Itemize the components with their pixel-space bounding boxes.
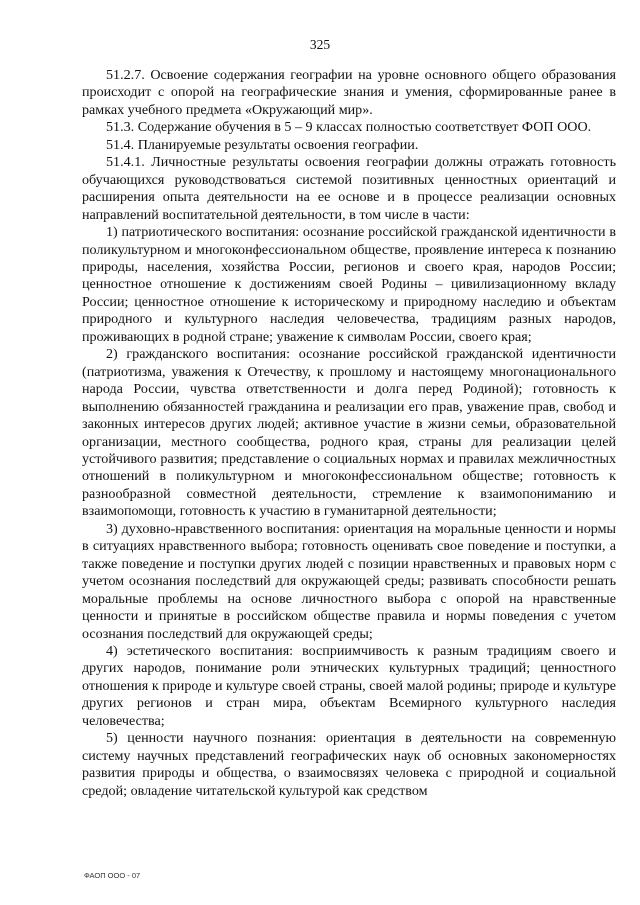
list-item-civic: 2) гражданского воспитания: осознание российской гражданской идентичности (патриотизма, уважения к Отечеству, к прошлому и настоящему многонационального народа России, чувства ответственности и долга перед Родиной); готовность к выполнению обязанностей гражданина и реализации его прав, уважение прав, свобод и законных интересов других людей; активное участие в жизни семьи, образовательной организации, местного сообщества, родного края, страны для реализации целей устойчивого развития; представление о социальных нормах и правилах межличностных отношений в поликультурном и многоконфессиональном обществе; готовность к разнообразной совместной деятельности, стремление к взаимопониманию и взаимопомощи, готовность к участию в гуманитарной деятельности;	[82, 346, 616, 520]
paragraph-51-2-7: 51.2.7. Освоение содержания географии на уровне основного общего образования происходит с опорой на географические знания и умения, сформированные ранее в рамках учебного предмета «Окружающий мир».	[82, 67, 616, 118]
page-number: 325	[309, 37, 331, 52]
document-footer-code: ФАОП ООО - 07	[84, 871, 141, 880]
paragraph-51-4: 51.4. Планируемые результаты освоения географии.	[106, 136, 419, 153]
list-item-moral: 3) духовно-нравственного воспитания: ориентация на моральные ценности и нормы в ситуациях нравственного выбора; готовность оценивать свое поведение и поступки, а также поведение и поступки других людей с позиции нравственных и правовых норм с учетом осознания последствий для окружающей среды; развивать способности решать моральные проблемы на основе личностного выбора с опорой на нравственные ценности и принятые в российском обществе правила и нормы поведения с учетом осознания последствий для окружающей среды;	[82, 520, 616, 642]
list-item-patriotic: 1) патриотического воспитания: осознание российской гражданской идентичности в поликультурном и многоконфессиональном обществе, проявление интереса к познанию природы, населения, хозяйства России, регионов и своего края, народов России; ценностное отношение к достижениям своей Родины – цивилизационному вкладу России; ценностное отношение к историческому и природному наследию и объектам природного и культурного наследия человечества, традициям разных народов, проживающих в родной стране; уважение к символам России, своего края;	[82, 224, 616, 345]
list-item-scientific: 5) ценности научного познания: ориентация в деятельности на современную систему научных представлений географических наук об основных закономерностях развития природы и общества, о взаимосвязях человека с природной и социальной средой; овладение читательской культурой как средством	[82, 730, 616, 799]
paragraph-51-4-1: 51.4.1. Личностные результаты освоения географии должны отражать готовность обучающихся руководствоваться системой позитивных ценностных ориентаций и расширения опыта деятельности на ее основе и в процессе реализации основных направлений воспитательной деятельности, в том числе в части:	[82, 154, 616, 223]
paragraph-51-3: 51.3. Содержание обучения в 5 – 9 классах полностью соответствует ФОП ООО.	[106, 119, 592, 136]
document-body	[82, 67, 616, 800]
list-item-aesthetic: 4) эстетического воспитания: восприимчивость к разным традициям своего и других народов, понимание роли этнических культурных традиций; ценностного отношения к природе и культуре своей страны, своей малой родины; природе и культуре других регионов и стран мира, объектам Всемирного культурного наследия человечества;	[82, 642, 616, 729]
